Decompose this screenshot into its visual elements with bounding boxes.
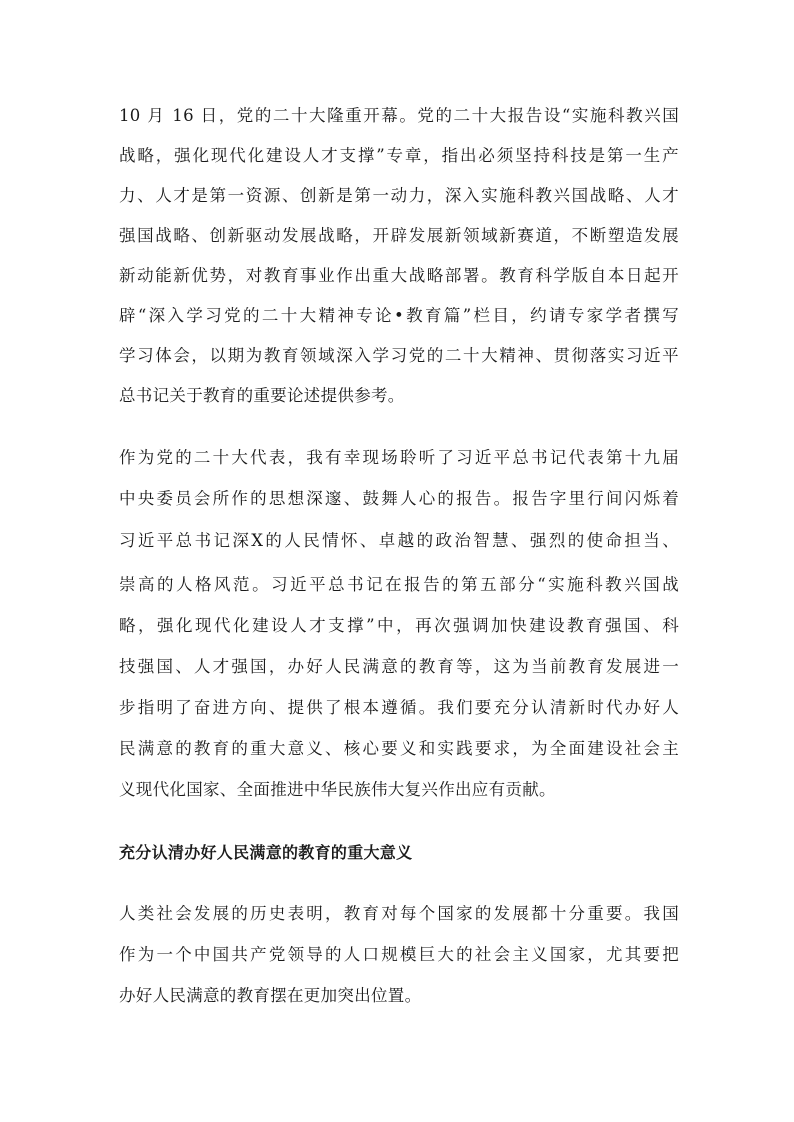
paragraph-2-line: 略，强化现代化建设人才支撑”中，再次强调加快建设教育强国、科 xyxy=(119,616,679,635)
paragraph-2-line: 技强国、人才强国，办好人民满意的教育等，这为当前教育发展进一 xyxy=(119,657,679,676)
section-heading: 充分认清办好人民满意的教育的重大意义 xyxy=(119,843,413,862)
paragraph-2-line: 崇高的人格风范。习近平总书记在报告的第五部分“实施科教兴国战 xyxy=(119,575,679,594)
paragraph-2-line: 步指明了奋进方向、提供了根本遵循。我们要充分认清新时代办好人 xyxy=(119,698,679,717)
paragraph-2-line: 习近平总书记深X的人民情怀、卓越的政治智慧、强烈的使命担当、 xyxy=(119,531,679,550)
paragraph-1-line: 战略，强化现代化建设人才支撑”专章，指出必须坚持科技是第一生产 xyxy=(119,146,679,165)
paragraph-1-line: 强国战略、创新驱动发展战略，开辟发展新领域新赛道，不断塑造发展 xyxy=(119,226,679,245)
paragraph-2-line: 义现代化国家、全面推进中华民族伟大复兴作出应有贡献。 xyxy=(119,780,556,799)
paragraph-2-line: 作为党的二十大代表，我有幸现场聆听了习近平总书记代表第十九届 xyxy=(119,448,679,467)
paragraph-3-line: 作为一个中国共产党领导的人口规模巨大的社会主义国家，尤其要把 xyxy=(119,945,679,964)
paragraph-2-line: 中央委员会所作的思想深邃、鼓舞人心的报告。报告字里行间闪烁着 xyxy=(119,489,679,508)
paragraph-3-line: 办好人民满意的教育摆在更加突出位置。 xyxy=(119,986,422,1005)
paragraph-1-line: 总书记关于教育的重要论述提供参考。 xyxy=(119,386,405,405)
paragraph-2-line: 民满意的教育的重大意义、核心要义和实践要求，为全面建设社会主 xyxy=(119,739,679,758)
paragraph-1-line: 学习体会，以期为教育领域深入学习党的二十大精神、贯彻落实习近平 xyxy=(119,346,679,365)
paragraph-1-line: 辟“深入学习党的二十大精神专论•教育篇”栏目，约请专家学者撰写 xyxy=(119,306,679,325)
paragraph-1-line: 10 月 16 日，党的二十大隆重开幕。党的二十大报告设“实施科教兴国 xyxy=(119,106,679,125)
paragraph-1-line: 新动能新优势，对教育事业作出重大战略部署。教育科学版自本日起开 xyxy=(119,266,679,285)
paragraph-1-line: 力、人才是第一资源、创新是第一动力，深入实施科教兴国战略、人才 xyxy=(119,186,679,205)
paragraph-3-line: 人类社会发展的历史表明，教育对每个国家的发展都十分重要。我国 xyxy=(119,904,679,923)
